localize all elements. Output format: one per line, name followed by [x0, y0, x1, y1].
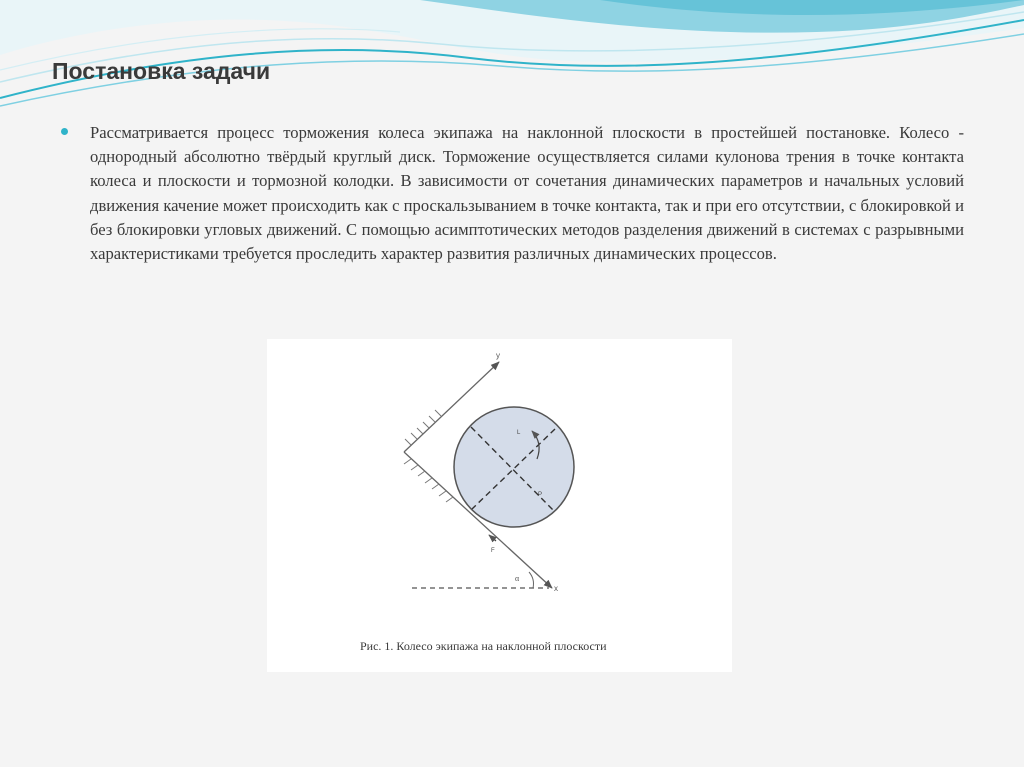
angle-label: α	[515, 574, 520, 583]
moment-l-label: L	[517, 430, 521, 436]
slide-title: Постановка задачи	[52, 58, 271, 84]
figure-caption: Рис. 1. Колесо экипажа на наклонной плоскости	[360, 639, 607, 653]
problem-statement-paragraph: Рассматривается процесс торможения колеса экипажа на наклонной плоскости в простейшей постановке. Колесо - однородный абсолютно твёрдый круглый диск. Торможение осуществляется силами кулонова трения в точке контакта колеса и плоскости и тормозной колодки. В зависимости от сочетания динамических параметров и начальных условий движения качение может происходить как с проскальзыванием в точке контакта, так и при его отсутствии, с блокировкой и без блокировки угловых движений. С помощью асимптотических методов разделения движений в системах с разрывными характеристиками требуется проследить характер развития различных динамических процессов.	[90, 123, 964, 264]
lower-hatching	[404, 459, 453, 502]
x-axis-label: x	[554, 584, 558, 593]
upper-hatching	[405, 410, 441, 445]
bullet-icon	[61, 128, 68, 135]
force-f-label: F	[491, 548, 495, 554]
figure-wheel-diagram	[267, 339, 732, 672]
y-axis-label: y	[496, 351, 500, 360]
angle-arc	[529, 572, 534, 588]
force-p-label: P	[538, 492, 543, 498]
header-wave-decoration	[0, 0, 1024, 110]
